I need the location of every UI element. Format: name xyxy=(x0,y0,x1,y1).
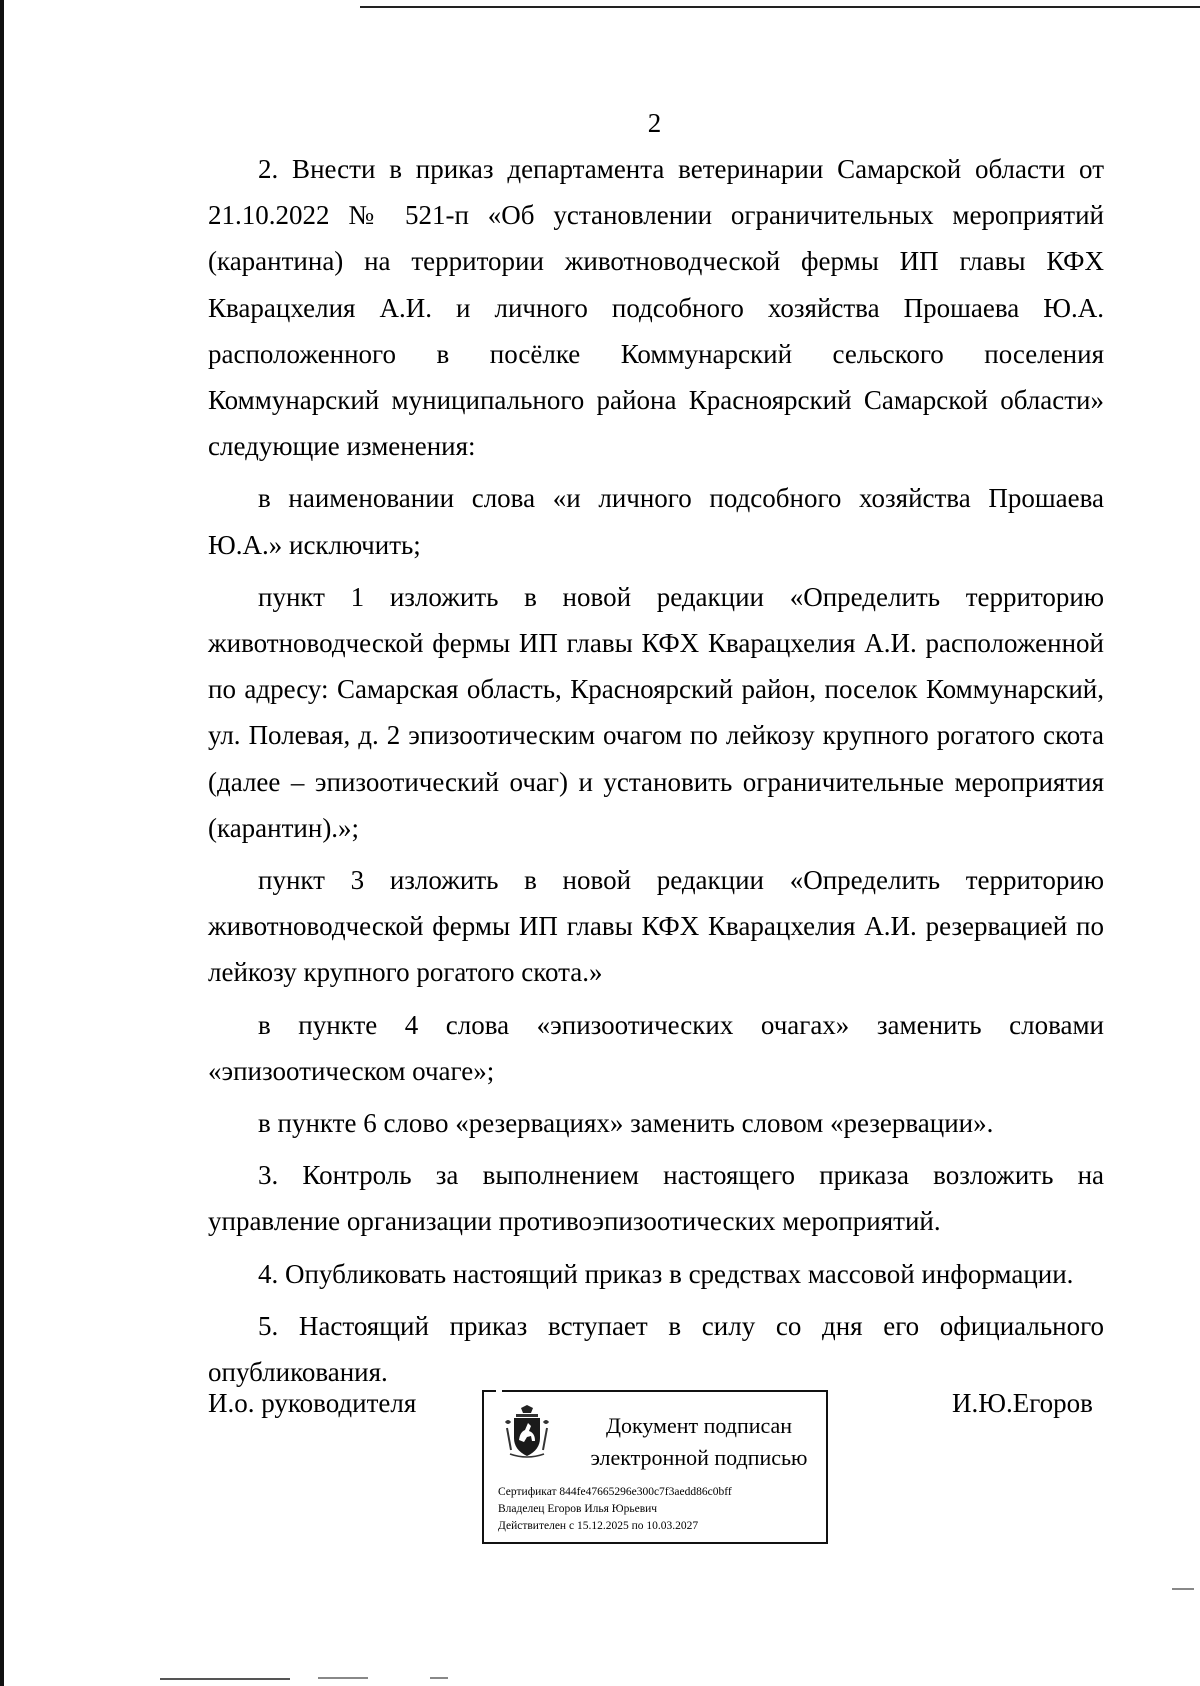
stamp-title-line: электронной подписью xyxy=(590,1445,808,1470)
paragraph: 2. Внести в приказ департамента ветеринарии Самарской области от 21.10.2022 № 521-п «Об установлении ограничительных мероприятий (карантина) на территории животноводческой фермы ИП главы КФХ Кварацхелия А.И. и личного подсобного хозяйства Прошаева Ю.А. расположенного в посёлке Коммунарский сельского поселения Коммунарский муниципального района Красноярский Самарской области» следующие изменения: xyxy=(208,154,1104,462)
page-number: 2 xyxy=(647,108,662,138)
scan-right-mark xyxy=(1172,1588,1194,1590)
paragraph: в пункте 4 слова «эпизоотических очагах» заменить словами «эпизоотическом очаге»; xyxy=(208,1009,1104,1086)
stamp-title-line: Документ подписан xyxy=(605,1413,793,1438)
stamp-title xyxy=(580,1410,818,1474)
scan-bottom-dash xyxy=(430,1677,448,1679)
paragraph: 5. Настоящий приказ вступает в силу со дня его официального опубликования. xyxy=(208,1310,1104,1388)
electronic-signature-stamp xyxy=(482,1390,828,1544)
paragraph: в наименовании слова «и личного подсобного хозяйства Прошаева Ю.А.» исключить; xyxy=(208,483,1104,560)
signatory-position: И.о. руководителя xyxy=(208,1388,417,1418)
stamp-details xyxy=(498,1484,732,1535)
stamp-validity: Действителен с 15.12.2025 по 10.03.2027 xyxy=(498,1520,699,1532)
scan-left-edge xyxy=(0,0,4,1686)
stamp-certificate: Сертификат 844fe47665296e300c7f3aedd86c0bff xyxy=(498,1486,732,1498)
scan-top-line xyxy=(360,6,1200,8)
stamp-top-border xyxy=(484,1390,826,1392)
stamp-owner: Владелец Егоров Илья Юрьевич xyxy=(498,1503,658,1515)
paragraph: 4. Опубликовать настоящий приказ в средствах массовой информации. xyxy=(258,1258,1074,1289)
scan-bottom-line xyxy=(160,1678,290,1680)
signatory-name: И.Ю.Егоров xyxy=(952,1388,1093,1418)
paragraph: в пункте 6 слово «резервациях» заменить словом «резервации». xyxy=(258,1108,994,1139)
document-body xyxy=(208,146,1104,1395)
scan-bottom-dash xyxy=(318,1677,368,1679)
paragraph: пункт 1 изложить в новой редакции «Определить территорию животноводческой фермы ИП главы КФХ Кварацхелия А.И. расположенной по адресу: Самарская область, Красноярский район, поселок Коммунарский, ул. Полевая, д. 2 эпизоотическим очагом по лейкозу крупного рогатого скота (далее – эпизоотический очаг) и установить ограничительные мероприятия (карантин).»; xyxy=(208,581,1104,843)
paragraph: пункт 3 изложить в новой редакции «Определить территорию животноводческой фермы ИП главы КФХ Кварацхелия А.И. резервацией по лейкозу крупного рогатого скота.» xyxy=(208,865,1104,988)
stamp-border-gap xyxy=(496,1388,502,1394)
paragraph: 3. Контроль за выполнением настоящего приказа возложить на управление организации противоэпизоотических мероприятий. xyxy=(208,1160,1104,1237)
samara-coat-of-arms-icon xyxy=(502,1404,552,1460)
